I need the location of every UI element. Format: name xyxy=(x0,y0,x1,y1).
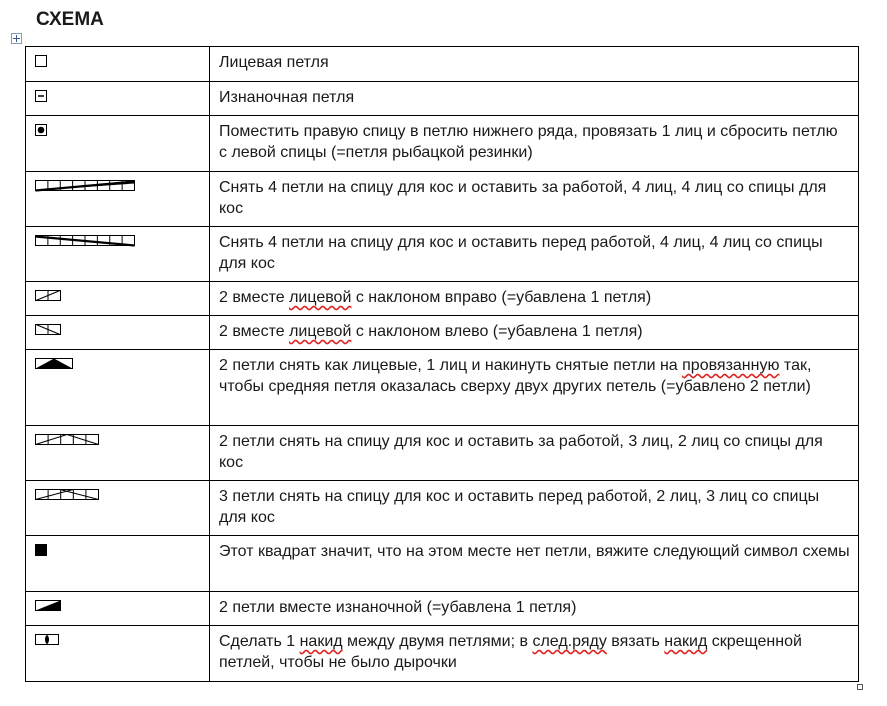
table-resize-handle[interactable] xyxy=(857,684,863,690)
k2tog-left-icon xyxy=(35,324,61,336)
table-row xyxy=(26,481,859,536)
description-text: Лицевая петля xyxy=(219,54,329,71)
symbol-cell xyxy=(26,116,210,172)
no-stitch-icon xyxy=(35,544,47,556)
cable-8-front-icon xyxy=(35,235,135,247)
description-cell xyxy=(210,592,859,626)
description-text: 3 петли снять на спицу для кос и оставить перед работой, 2 лиц, 3 лиц со спицы для кос xyxy=(219,488,820,526)
description-text: 2 вместе xyxy=(219,289,290,306)
description-cell xyxy=(210,172,859,227)
description-text: 2 петли снять как лицевые, 1 лиц и накинуть снятые петли на xyxy=(219,357,683,374)
symbol-cell xyxy=(26,316,210,350)
table-row xyxy=(26,536,859,592)
description-cell xyxy=(210,227,859,282)
symbol-cell xyxy=(26,592,210,626)
symbol-cell xyxy=(26,426,210,481)
table-row xyxy=(26,282,859,316)
yarn-over-twisted-icon xyxy=(35,634,59,646)
description-cell xyxy=(210,316,859,350)
symbol-cell xyxy=(26,536,210,592)
description-cell xyxy=(210,282,859,316)
table-row xyxy=(26,116,859,172)
double-decrease-icon xyxy=(35,358,73,370)
cable-5-front-icon xyxy=(35,489,99,501)
symbol-cell xyxy=(26,227,210,282)
spellcheck-text: накид xyxy=(299,633,343,650)
symbol-legend-table xyxy=(25,46,859,682)
symbol-cell xyxy=(26,350,210,426)
description-text: Этот квадрат значит, что на этом месте нет петли, вяжите следующий символ схемы xyxy=(219,543,850,560)
purl-stitch-icon xyxy=(35,90,47,102)
description-text: вязать xyxy=(606,633,665,650)
description-text: 2 петли вместе изнаночной (=убавлена 1 петля) xyxy=(219,599,577,616)
table-row xyxy=(26,592,859,626)
page-title: СХЕМА xyxy=(36,9,104,30)
spellcheck-text: след.ряду xyxy=(532,633,607,650)
fisherman-rib-stitch-icon xyxy=(35,124,47,136)
spellcheck-text: накид xyxy=(664,633,708,650)
symbol-cell xyxy=(26,282,210,316)
table-row xyxy=(26,172,859,227)
description-text: Снять 4 петли на спицу для кос и оставить перед работой, 4 лиц, 4 лиц со спицы для кос xyxy=(219,234,823,272)
description-text: так, чтобы средняя петля оказалась сверху двух других петель (=убавлено 2 петли) xyxy=(219,357,812,395)
description-text: Поместить правую спицу в петлю нижнего ряда, провязать 1 лиц и сбросить петлю с левой спицы (=петля рыбацкой резинки) xyxy=(219,123,838,161)
description-text: между двумя петлями; в xyxy=(342,633,533,650)
knit-stitch-icon xyxy=(35,55,47,67)
description-text: Сделать 1 xyxy=(219,633,300,650)
description-cell xyxy=(210,116,859,172)
spellcheck-text: лицевой xyxy=(289,289,352,306)
description-text: с наклоном влево (=убавлена 1 петля) xyxy=(351,323,643,340)
spellcheck-text: лицевой xyxy=(289,323,352,340)
cable-8-back-icon xyxy=(35,180,135,192)
description-cell xyxy=(210,481,859,536)
description-text: Снять 4 петли на спицу для кос и оставить за работой, 4 лиц, 4 лиц со спицы для кос xyxy=(219,179,827,217)
table-move-handle[interactable] xyxy=(11,33,22,44)
description-text: с наклоном вправо (=убавлена 1 петля) xyxy=(351,289,652,306)
table-row xyxy=(26,350,859,426)
table-row xyxy=(26,626,859,682)
description-text: 2 вместе xyxy=(219,323,290,340)
symbol-cell xyxy=(26,47,210,82)
symbol-cell xyxy=(26,82,210,116)
p2tog-icon xyxy=(35,600,61,612)
description-cell xyxy=(210,47,859,82)
description-cell xyxy=(210,82,859,116)
symbol-cell xyxy=(26,172,210,227)
table-row xyxy=(26,426,859,481)
symbol-cell xyxy=(26,626,210,682)
description-text: 2 петли снять на спицу для кос и оставить за работой, 3 лиц, 2 лиц со спицы для кос xyxy=(219,433,823,471)
description-cell xyxy=(210,350,859,426)
description-cell xyxy=(210,536,859,592)
table-row xyxy=(26,47,859,82)
symbol-cell xyxy=(26,481,210,536)
description-cell xyxy=(210,626,859,682)
description-text: скрещенной петлей, чтобы не было дырочки xyxy=(219,633,802,671)
cable-5-back-icon xyxy=(35,434,99,446)
description-cell xyxy=(210,426,859,481)
spellcheck-text: провязанную xyxy=(682,357,780,374)
description-text: Изнаночная петля xyxy=(219,89,355,106)
k2tog-right-icon xyxy=(35,290,61,302)
table-row xyxy=(26,82,859,116)
table-row xyxy=(26,316,859,350)
table-row xyxy=(26,227,859,282)
